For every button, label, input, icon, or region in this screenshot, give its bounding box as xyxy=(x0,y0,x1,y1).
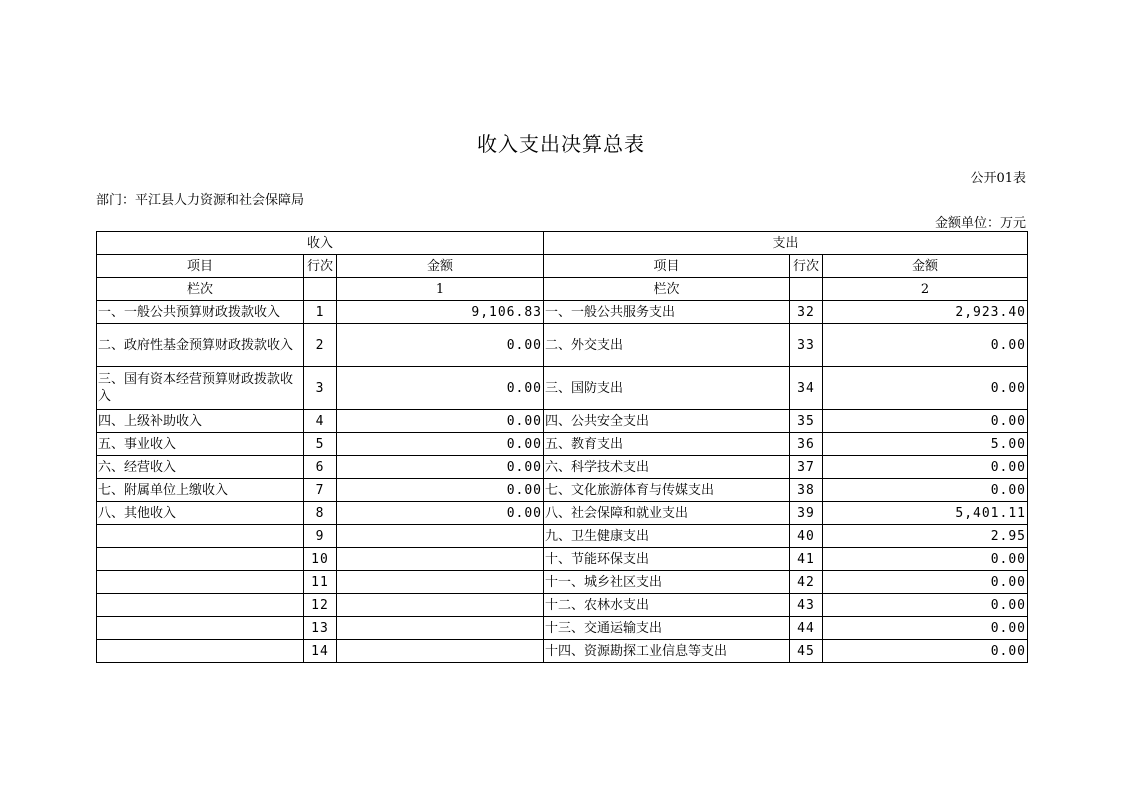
expense-line-cell: 35 xyxy=(790,410,823,433)
expense-item-cell: 九、卫生健康支出 xyxy=(544,525,790,548)
expense-line-cell: 40 xyxy=(790,525,823,548)
table-row xyxy=(97,548,1028,571)
income-item-cell: 八、其他收入 xyxy=(97,502,304,525)
expense-item-cell: 十一、城乡社区支出 xyxy=(544,571,790,594)
expense-line-header: 行次 xyxy=(790,255,823,278)
income-amount-cell xyxy=(337,594,544,617)
table-row xyxy=(97,433,1028,456)
income-item-cell xyxy=(97,594,304,617)
income-line-cell: 4 xyxy=(304,410,337,433)
table-row xyxy=(97,640,1028,663)
expense-section-header: 支出 xyxy=(544,232,1028,255)
income-item-cell: 四、上级补助收入 xyxy=(97,410,304,433)
income-item-header: 项目 xyxy=(97,255,304,278)
income-item-cell: 二、政府性基金预算财政拨款收入 xyxy=(97,324,304,367)
income-line-cell: 7 xyxy=(304,479,337,502)
income-column-number: 1 xyxy=(337,278,544,301)
income-line-cell: 10 xyxy=(304,548,337,571)
income-item-cell: 七、附属单位上缴收入 xyxy=(97,479,304,502)
income-line-cell: 8 xyxy=(304,502,337,525)
income-item-cell xyxy=(97,571,304,594)
income-amount-cell xyxy=(337,571,544,594)
table-row xyxy=(97,301,1028,324)
expense-item-cell: 七、文化旅游体育与传媒支出 xyxy=(544,479,790,502)
expense-line-cell: 42 xyxy=(790,571,823,594)
table-row xyxy=(97,594,1028,617)
income-line-cell: 5 xyxy=(304,433,337,456)
income-amount-cell: 0.00 xyxy=(337,479,544,502)
income-section-header: 收入 xyxy=(97,232,544,255)
expense-line-cell: 32 xyxy=(790,301,823,324)
income-item-cell xyxy=(97,617,304,640)
expense-line-cell: 41 xyxy=(790,548,823,571)
income-item-cell xyxy=(97,640,304,663)
income-line-cell: 13 xyxy=(304,617,337,640)
table-row xyxy=(97,525,1028,548)
income-amount-cell: 0.00 xyxy=(337,410,544,433)
expense-amount-cell: 0.00 xyxy=(823,571,1028,594)
income-line-cell: 2 xyxy=(304,324,337,367)
expense-line-cell: 33 xyxy=(790,324,823,367)
income-amount-header: 金额 xyxy=(337,255,544,278)
department-label: 部门：平江县人力资源和社会保障局 xyxy=(96,193,305,208)
expense-item-cell: 十四、资源勘探工业信息等支出 xyxy=(544,640,790,663)
expense-amount-cell: 0.00 xyxy=(823,594,1028,617)
income-item-cell: 五、事业收入 xyxy=(97,433,304,456)
expense-amount-cell: 2,923.40 xyxy=(823,301,1028,324)
table-row xyxy=(97,571,1028,594)
table-row xyxy=(97,479,1028,502)
expense-line-cell: 38 xyxy=(790,479,823,502)
expense-line-cell: 43 xyxy=(790,594,823,617)
income-line-cell: 9 xyxy=(304,525,337,548)
expense-line-cell: 34 xyxy=(790,367,823,410)
expense-item-cell: 四、公共安全支出 xyxy=(544,410,790,433)
expense-amount-cell: 0.00 xyxy=(823,367,1028,410)
income-amount-cell: 0.00 xyxy=(337,324,544,367)
income-amount-cell: 0.00 xyxy=(337,367,544,410)
income-item-cell xyxy=(97,548,304,571)
table-row xyxy=(97,502,1028,525)
expense-line-cell: 37 xyxy=(790,456,823,479)
income-amount-cell: 0.00 xyxy=(337,502,544,525)
income-amount-cell: 0.00 xyxy=(337,456,544,479)
expense-amount-cell: 0.00 xyxy=(823,548,1028,571)
income-column-label: 栏次 xyxy=(97,278,304,301)
income-line-header: 行次 xyxy=(304,255,337,278)
expense-column-number: 2 xyxy=(823,278,1028,301)
expense-amount-cell: 2.95 xyxy=(823,525,1028,548)
expense-amount-cell: 5.00 xyxy=(823,433,1028,456)
expense-item-cell: 十三、交通运输支出 xyxy=(544,617,790,640)
income-line-cell: 3 xyxy=(304,367,337,410)
expense-line-cell: 45 xyxy=(790,640,823,663)
income-amount-cell xyxy=(337,617,544,640)
income-line-cell: 12 xyxy=(304,594,337,617)
expense-item-cell: 一、一般公共服务支出 xyxy=(544,301,790,324)
income-line-cell: 1 xyxy=(304,301,337,324)
expense-item-header: 项目 xyxy=(544,255,790,278)
expense-item-cell: 五、教育支出 xyxy=(544,433,790,456)
income-amount-cell xyxy=(337,548,544,571)
income-amount-cell xyxy=(337,525,544,548)
expense-amount-cell: 0.00 xyxy=(823,479,1028,502)
expense-line-cell: 39 xyxy=(790,502,823,525)
income-line-cell: 6 xyxy=(304,456,337,479)
expense-amount-cell: 0.00 xyxy=(823,617,1028,640)
expense-item-cell: 三、国防支出 xyxy=(544,367,790,410)
income-item-cell: 六、经营收入 xyxy=(97,456,304,479)
income-expense-table xyxy=(96,231,1028,663)
expense-line-cell: 36 xyxy=(790,433,823,456)
expense-amount-cell: 0.00 xyxy=(823,640,1028,663)
income-line-cell: 11 xyxy=(304,571,337,594)
expense-amount-cell: 0.00 xyxy=(823,410,1028,433)
column-number-row xyxy=(97,278,1028,301)
section-header-row xyxy=(97,232,1028,255)
income-amount-cell: 0.00 xyxy=(337,433,544,456)
expense-item-cell: 六、科学技术支出 xyxy=(544,456,790,479)
table-row xyxy=(97,324,1028,367)
form-number: 公开01表 xyxy=(970,171,1026,186)
expense-amount-cell: 0.00 xyxy=(823,456,1028,479)
income-line-cell: 14 xyxy=(304,640,337,663)
expense-item-cell: 二、外交支出 xyxy=(544,324,790,367)
table-row xyxy=(97,617,1028,640)
table-row xyxy=(97,456,1028,479)
income-item-cell: 三、国有资本经营预算财政拨款收入 xyxy=(97,367,304,410)
expense-amount-header: 金额 xyxy=(823,255,1028,278)
report-title: 收入支出决算总表 xyxy=(477,132,645,156)
table-row xyxy=(97,410,1028,433)
income-amount-cell xyxy=(337,640,544,663)
expense-line-cell: 44 xyxy=(790,617,823,640)
amount-unit-label: 金额单位：万元 xyxy=(934,216,1026,231)
income-line-blank xyxy=(304,278,337,301)
income-item-cell: 一、一般公共预算财政拨款收入 xyxy=(97,301,304,324)
income-amount-cell: 9,106.83 xyxy=(337,301,544,324)
column-header-row xyxy=(97,255,1028,278)
expense-amount-cell: 0.00 xyxy=(823,324,1028,367)
expense-amount-cell: 5,401.11 xyxy=(823,502,1028,525)
expense-line-blank xyxy=(790,278,823,301)
table-row xyxy=(97,367,1028,410)
expense-column-label: 栏次 xyxy=(544,278,790,301)
expense-item-cell: 十、节能环保支出 xyxy=(544,548,790,571)
expense-item-cell: 八、社会保障和就业支出 xyxy=(544,502,790,525)
expense-item-cell: 十二、农林水支出 xyxy=(544,594,790,617)
income-item-cell xyxy=(97,525,304,548)
